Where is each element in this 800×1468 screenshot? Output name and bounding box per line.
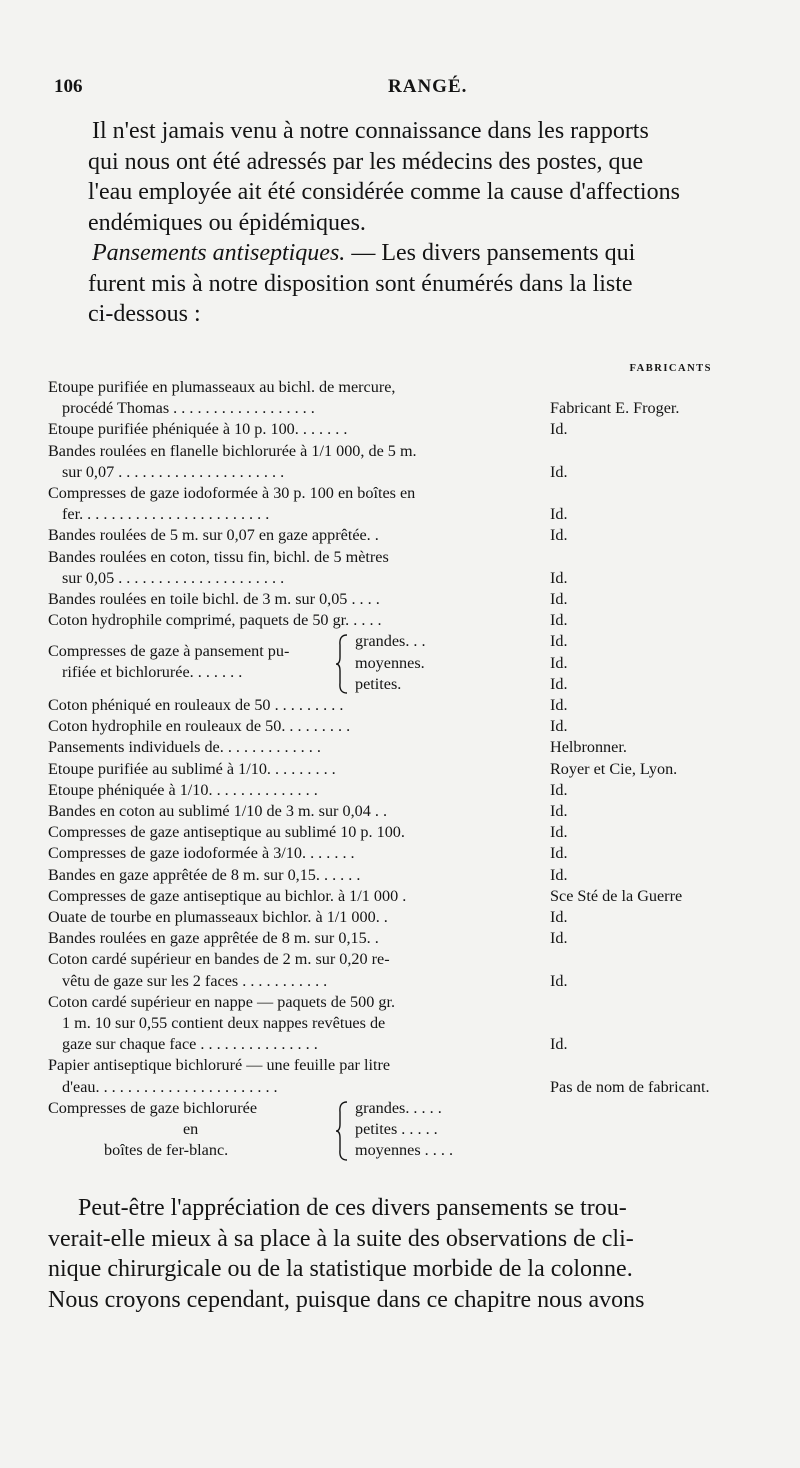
text-line: — Les divers pansements qui <box>345 240 636 266</box>
text-line: Coton hydrophile comprimé, paquets de 50 gr. . . . . <box>48 611 382 630</box>
text-line: Papier antiseptique bichloruré — une feuille par litre <box>48 1056 391 1075</box>
fabricant-name: Id. <box>550 823 568 842</box>
fabricant <box>538 737 772 758</box>
list-item <box>48 377 772 419</box>
size-option: grandes. . . . . <box>355 1098 442 1117</box>
fabricant: Id. <box>550 674 568 693</box>
text-line: nique chirurgicale ou de la statistique morbide de la colonne. <box>48 1256 633 1282</box>
item-description <box>48 377 538 419</box>
fabricant <box>538 483 772 525</box>
list-item <box>48 843 772 864</box>
item-description <box>48 695 538 716</box>
item-description <box>48 886 538 907</box>
text-line: vêtu de gaze sur les 2 faces . . . . . . . . . . . <box>62 971 328 990</box>
fabricant-name: Id. <box>550 929 568 948</box>
fabricant-name: Id. <box>550 780 568 799</box>
text-line: Nous croyons cependant, puisque dans ce chapitre nous avons <box>48 1286 645 1313</box>
item-description <box>48 949 538 991</box>
page-number: 106 <box>54 76 83 97</box>
item-description <box>48 780 538 801</box>
fabricant-name: Id. <box>550 802 568 821</box>
list-section-b <box>48 695 772 1098</box>
dressing-list <box>48 360 772 1161</box>
fabricant <box>538 928 772 949</box>
fabricant <box>538 992 772 1056</box>
text-line: Bandes roulées en toile bichl. de 3 m. sur 0,05 . . . . <box>48 590 380 609</box>
text-line: sur 0,07 . . . . . . . . . . . . . . . . . . . . . <box>62 462 285 481</box>
item-description <box>48 801 538 822</box>
fabricant-name: Id. <box>550 590 568 609</box>
fabricant <box>538 801 772 822</box>
fabricant <box>538 886 772 907</box>
fabricant-name: Pas de nom de fabricant. <box>550 1077 710 1096</box>
text-line: boîtes de fer-blanc. <box>104 1141 229 1160</box>
text-line: procédé Thomas . . . . . . . . . . . . . . . . . . <box>62 399 315 418</box>
fabricant <box>538 822 772 843</box>
text-line: Compresses de gaze antiseptique au bichlor. à 1/1 000 . <box>48 886 407 905</box>
fabricant-name: Fabricant E. Froger. <box>550 399 680 418</box>
text-line: Coton cardé supérieur en nappe — paquets de 500 gr. <box>48 992 396 1011</box>
fabricant-name: Id. <box>550 420 568 439</box>
text-line: Etoupe phéniquée à 1/10. . . . . . . . . . . . . . <box>48 780 318 799</box>
brace-group-label <box>48 1098 333 1162</box>
list-item <box>48 928 772 949</box>
text-line: Compresses de gaze à pansement pu- <box>48 642 290 661</box>
text-line: Bandes roulées en flanelle bichlorurée à 1/1 000, de 5 m. <box>48 441 417 460</box>
brace-group-label <box>48 631 333 695</box>
fabricant <box>538 695 772 716</box>
brace-icon <box>333 1098 355 1162</box>
size-option: moyennes. <box>355 653 425 672</box>
size-option: moyennes . . . . <box>355 1141 454 1160</box>
text-line: Coton phéniqué en rouleaux de 50 . . . . . . . . . <box>48 696 344 715</box>
fabricant <box>538 843 772 864</box>
text-line: Bandes roulées en coton, tissu fin, bichl. de 5 mètres <box>48 547 389 566</box>
text-line: Peut-être l'appréciation de ces divers pansements se trou- <box>78 1195 627 1221</box>
list-item <box>48 419 772 440</box>
fabricant-name: Id. <box>550 462 568 481</box>
fabricant-name: Sce Sté de la Guerre <box>550 886 683 905</box>
column-header-fabricants: FABRICANTS <box>629 363 712 374</box>
fabricant-name: Id. <box>550 696 568 715</box>
item-description <box>48 759 538 780</box>
item-description <box>48 928 538 949</box>
size-option: petites . . . . . <box>355 1120 438 1139</box>
item-description <box>48 843 538 864</box>
fabricant <box>538 589 772 610</box>
fabricant-name: Id. <box>550 844 568 863</box>
list-item <box>48 801 772 822</box>
fabricant-name: Id. <box>550 1035 568 1054</box>
text-line: en <box>183 1120 199 1139</box>
fabricant: Id. <box>550 632 568 651</box>
text-line: furent mis à notre disposition sont énumérés dans la liste <box>88 270 633 297</box>
item-description <box>48 907 538 928</box>
fabricant-name: Id. <box>550 505 568 524</box>
fabricant <box>538 377 772 419</box>
fabricant <box>538 865 772 886</box>
text-line: Pansements individuels de. . . . . . . . . . . . . <box>48 738 321 757</box>
fabricant-name: Id. <box>550 717 568 736</box>
page-header <box>48 76 768 104</box>
size-option: grandes. . . <box>355 632 426 651</box>
list-item <box>48 525 772 546</box>
text-line: ci-dessous : <box>88 301 201 327</box>
fabricant <box>538 525 772 546</box>
text-line: Ouate de tourbe en plumasseaux bichlor. à 1/1 000. . <box>48 908 388 927</box>
fabricant <box>538 441 772 483</box>
text-line: sur 0,05 . . . . . . . . . . . . . . . . . . . . . <box>62 568 285 587</box>
item-description <box>48 610 538 631</box>
brace-group-compresses <box>48 631 772 695</box>
text-line: Coton hydrophile en rouleaux de 50. . . . . . . . . <box>48 717 351 736</box>
list-item <box>48 483 772 525</box>
size-option: petites. <box>355 674 402 693</box>
text-line: rifiée et bichlorurée. . . . . . . <box>62 663 243 682</box>
text-line: 1 m. 10 sur 0,55 contient deux nappes revêtues de <box>62 1014 386 1033</box>
list-item <box>48 780 772 801</box>
text-line: l'eau employée ait été considérée comme la cause d'affections <box>88 179 680 205</box>
intro-text <box>88 116 764 330</box>
fabricant-name: Helbronner. <box>550 738 627 757</box>
text-line: gaze sur chaque face . . . . . . . . . . . . . . . <box>62 1035 318 1054</box>
fabricant <box>538 780 772 801</box>
text-line: Coton cardé supérieur en bandes de 2 m. sur 0,20 re- <box>48 950 390 969</box>
closing-paragraph <box>48 1193 764 1315</box>
list-item <box>48 865 772 886</box>
fabricant-name: Royer et Cie, Lyon. <box>550 759 678 778</box>
item-description <box>48 419 538 440</box>
fabricant-name: Id. <box>550 611 568 630</box>
section-heading: Pansements antiseptiques. <box>92 240 346 266</box>
fabricant <box>538 907 772 928</box>
text-line: d'eau. . . . . . . . . . . . . . . . . . . . . . . <box>62 1077 278 1096</box>
text-line: Etoupe purifiée phéniquée à 10 p. 100. . . . . . . <box>48 420 348 439</box>
list-item <box>48 716 772 737</box>
fabricant-name: Id. <box>550 908 568 927</box>
list-item <box>48 1055 772 1097</box>
text-line: Bandes en gaze apprêtée de 8 m. sur 0,15. . . . . . <box>48 865 361 884</box>
list-section-a <box>48 377 772 631</box>
text-line: Etoupe purifiée en plumasseaux au bichl. de mercure, <box>48 378 396 396</box>
text-line: Compresses de gaze antiseptique au sublimé 10 p. 100. <box>48 823 405 842</box>
fabricant: Id. <box>550 653 568 672</box>
text-line: Il n'est jamais venu à notre connaissance dans les rapports <box>92 118 649 144</box>
item-description <box>48 547 538 589</box>
list-item <box>48 695 772 716</box>
fabricant <box>538 716 772 737</box>
list-item <box>48 441 772 483</box>
list-item <box>48 886 772 907</box>
item-description <box>48 992 538 1056</box>
text-line: Bandes roulées en gaze apprêtée de 8 m. sur 0,15. . <box>48 929 379 948</box>
item-description <box>48 525 538 546</box>
item-description <box>48 441 538 483</box>
fabricant <box>538 949 772 991</box>
fabricant <box>538 419 772 440</box>
text-line: Bandes roulées de 5 m. sur 0,07 en gaze apprêtée. . <box>48 526 379 545</box>
brace-group-options <box>355 631 538 695</box>
list-item <box>48 610 772 631</box>
item-description <box>48 737 538 758</box>
list-item <box>48 737 772 758</box>
item-description <box>48 822 538 843</box>
brace-icon <box>333 631 355 695</box>
item-description <box>48 483 538 525</box>
fabricant-name: Id. <box>550 568 568 587</box>
text-line: qui nous ont été adressés par les médecins des postes, que <box>88 148 644 175</box>
fabricant-name: Id. <box>550 526 568 545</box>
text-line: Compresses de gaze iodoformée à 3/10. . . . . . . <box>48 844 355 863</box>
list-item <box>48 547 772 589</box>
list-item <box>48 589 772 610</box>
fabricant <box>538 610 772 631</box>
brace-group-options <box>355 1098 538 1162</box>
running-title: RANGÉ. <box>388 76 468 97</box>
fabricant <box>538 547 772 589</box>
fabricant <box>538 1055 772 1097</box>
list-item <box>48 822 772 843</box>
brace-group-fabricants <box>538 631 772 695</box>
text-line: endémiques ou épidémiques. <box>88 209 366 236</box>
text-line: Compresses de gaze bichlorurée <box>48 1098 258 1117</box>
fabricant-name: Id. <box>550 971 568 990</box>
fabricant-name: Id. <box>550 865 568 884</box>
item-description <box>48 1055 538 1097</box>
item-description <box>48 716 538 737</box>
fabricant <box>538 759 772 780</box>
list-item <box>48 907 772 928</box>
intro-paragraph-1 <box>88 116 764 238</box>
list-item <box>48 992 772 1056</box>
text-line: verait-elle mieux à sa place à la suite des observations de cli- <box>48 1225 634 1252</box>
text-line: Compresses de gaze iodoformée à 30 p. 100 en boîtes en <box>48 484 416 503</box>
list-item <box>48 949 772 991</box>
text-line: Bandes en coton au sublimé 1/10 de 3 m. sur 0,04 . . <box>48 802 387 821</box>
intro-paragraph-2 <box>88 238 764 330</box>
text-line: Etoupe purifiée au sublimé à 1/10. . . . . . . . . <box>48 759 336 778</box>
brace-group-compresses-boites <box>48 1098 772 1162</box>
item-description <box>48 865 538 886</box>
list-item <box>48 759 772 780</box>
text-line: fer. . . . . . . . . . . . . . . . . . . . . . . . <box>62 505 270 524</box>
item-description <box>48 589 538 610</box>
